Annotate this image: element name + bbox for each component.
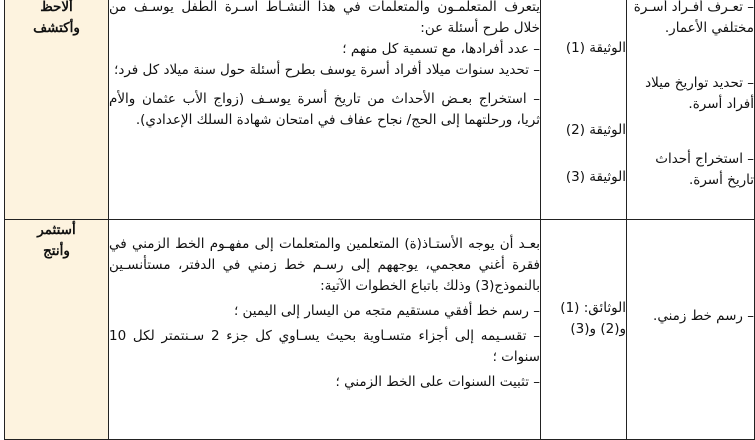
stage-label-line: وأنتج: [43, 243, 70, 259]
activity-text: – تقسـيمه إلى أجزاء متسـاوية بحيث يسـاوي كل جزء 2 سـنتمتر لكل 10 سنوات ؛: [109, 328, 540, 365]
stage-label-line: ألاحظ: [40, 0, 73, 15]
documents-cell: [541, 0, 627, 220]
activity-text: – عدد أفرادها، مع تسمية كل منهم ؛: [342, 41, 540, 57]
activity-text: – رسم خط أفقي مستقيم متجه من اليسار إلى اليمين ؛: [233, 303, 540, 319]
lesson-row-observe: [5, 0, 755, 220]
goal-item: – تعـرف أفـراد أسـرة مختلفي الأعمار.: [633, 0, 754, 36]
goals-cell: [627, 220, 755, 440]
documents-cell: [541, 220, 627, 440]
stage-label-produce: [5, 220, 109, 440]
document-ref: الوثائق: (1) و(2) و(3): [560, 300, 626, 337]
activity-text: بعـد أن يوجه الأستـاذ(ة) المتعلمين والمتعلمات إلى مفهـوم الخط الزمني في فقرة أغني معجمي، يوجههم إلى رسـم خط زمني في الدفتر، مستأنسـين بالنموذج(3) وذلك باتباع الخطوات الآتية:: [109, 236, 540, 294]
activities-cell: [109, 220, 541, 440]
document-ref: الوثيقة (3): [565, 169, 626, 185]
activity-text: – استخراج بعـض الأحداث من تاريخ أسرة يوسـف (زواج الأب عثمان والأم ثريا، ورحلتهما إلى الحج/ نجاح عفاف في امتحان شهادة السلك الإعدادي).: [109, 91, 540, 128]
activity-text: – تحديد سنوات ميلاد أفراد أسرة يوسف بطرح أسئلة حول سنة ميلاد كل فرد؛: [114, 62, 540, 78]
stage-label-observe: [5, 0, 109, 220]
activities-cell: [109, 0, 541, 220]
activity-text: يتعرف المتعلمـون والمتعلمات في هذا النشـاط أسـرة الطفل يوسـف من خلال طرح أسئلة عن:: [109, 0, 540, 36]
activity-text: – تثبيت السنوات على الخط الزمني ؛: [335, 374, 540, 390]
goal-item: – تحديد تواريخ ميلاد أفراد أسرة.: [645, 75, 754, 112]
document-ref: الوثيقة (2): [565, 122, 626, 138]
goal-item: – استخراج أحداث تاريخ أسرة.: [655, 151, 754, 188]
lesson-table: [4, 0, 755, 440]
lesson-row-produce: [5, 220, 755, 440]
document-ref: الوثيقة (1): [565, 40, 626, 56]
stage-label-line: وأكتشف: [33, 20, 80, 36]
goal-item: – رسم خط زمني.: [653, 308, 754, 324]
stage-label-line: أستثمر: [37, 222, 76, 238]
goals-cell: [627, 0, 755, 220]
